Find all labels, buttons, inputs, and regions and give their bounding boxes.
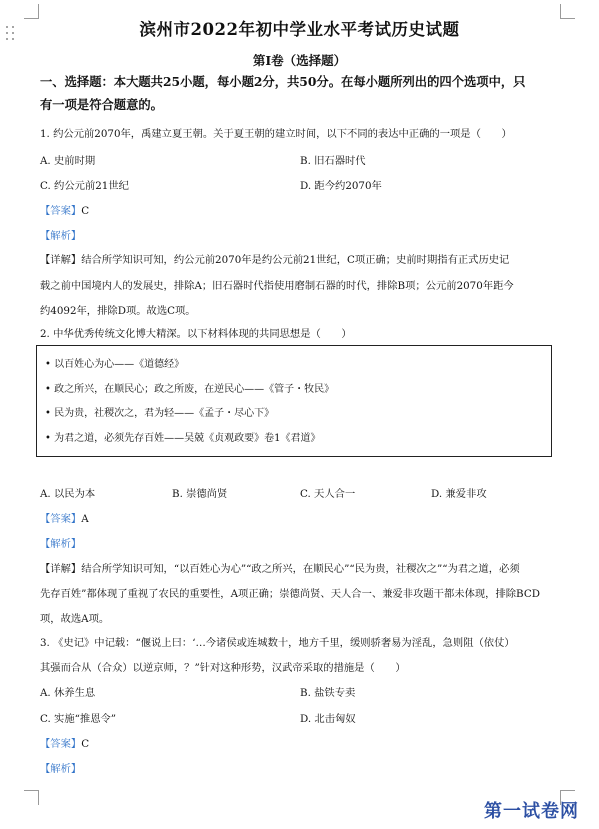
option-a: A. 史前时期	[40, 155, 96, 167]
question-stem: 其强而合从（合众）以逆京师，？”针对这种形势，汉武帝采取的措施是（ ）	[40, 662, 406, 674]
quote-line: • 为君之道，必须先存百姓——吴兢《贞观政要》卷1《君道》	[45, 433, 321, 444]
quote-line: • 政之所兴，在顺民心；政之所废，在逆民心——《管子・牧民》	[45, 384, 335, 395]
option-a: A. 以民为本	[40, 488, 96, 500]
option-a: A. 休养生息	[40, 687, 96, 699]
section-heading: 有一项是符合题意的。	[40, 97, 163, 112]
explanation-line: 先存百姓”都体现了重视了农民的重要性，A项正确；崇德尚贤、天人合一、兼爱非攻题干都未体现，排除BCD	[40, 588, 540, 600]
analysis-label: 【解析】	[40, 230, 82, 242]
site-watermark: 第一试卷网	[484, 801, 579, 822]
page-corner-mark	[24, 790, 39, 805]
detail-label: 【详解】	[40, 563, 82, 575]
analysis-label: 【解析】	[40, 763, 82, 775]
question-stem: 2. 中华优秀传统文化博大精深。以下材料体现的共同思想是（ ）	[40, 328, 352, 340]
document-title: 滨州市2022年初中学业水平考试历史试题	[139, 20, 460, 39]
answer-line	[40, 204, 89, 218]
detail-label: 【详解】	[40, 254, 82, 266]
option-d: D. 兼爱非攻	[431, 488, 487, 500]
quote-box	[36, 345, 552, 457]
quote-line: • 民为贵，社稷次之，君为轻——《孟子・尽心下》	[45, 408, 275, 419]
option-c: C. 约公元前21世纪	[40, 180, 129, 192]
document-subtitle: 第Ⅰ卷（选择题）	[252, 53, 347, 68]
analysis-label: 【解析】	[40, 538, 82, 550]
quote-line: • 以百姓心为心——《道德经》	[45, 359, 185, 370]
answer-value: A	[81, 513, 89, 525]
answer-label: 【答案】	[40, 513, 82, 525]
explanation-line: 【详解】结合所学知识可知，约公元前2070年是约公元前21世纪，C项正确；史前时期指有正式历史记	[40, 254, 510, 266]
section-heading: 一、选择题：本大题共25小题，每小题2分，共50分。在每小题所列出的四个选项中，只	[40, 74, 526, 89]
option-c: C. 天人合一	[300, 488, 356, 500]
explanation-line: 约4092年，排除D项。故选C项。	[40, 305, 196, 317]
question-stem: 3. 《史记》中记载：“偃说上曰：‘…今诸侯或连城数十，地方千里，缓则骄奢易为淫乱，急则阻（依仗）	[40, 637, 515, 649]
option-b: B. 崇德尚贤	[172, 488, 228, 500]
explanation-line: 项，故选A项。	[40, 613, 110, 625]
answer-value: C	[81, 738, 90, 750]
option-c: C. 实施“推恩令”	[40, 713, 117, 725]
option-d: D. 距今约2070年	[300, 180, 382, 192]
option-b: B. 旧石器时代	[300, 155, 366, 167]
answer-value: C	[81, 205, 90, 217]
answer-line	[40, 512, 89, 526]
answer-label: 【答案】	[40, 738, 82, 750]
question-stem: 1. 约公元前2070年，禹建立夏王朝。关于夏王朝的建立时间，以下不同的表达中正确的一项是（ ）	[40, 128, 512, 140]
explanation-line: 载之前中国境内人的发展史，排除A；旧石器时代指使用磨制石器的时代，排除B项；公元前2070年距今	[40, 280, 514, 292]
option-b: B. 盐铁专卖	[300, 687, 356, 699]
explanation-line: 【详解】结合所学知识可知，“以百姓心为心”“政之所兴，在顺民心”“民为贵，社稷次之”“为君之道，必须	[40, 563, 520, 575]
option-d: D. 北击匈奴	[300, 713, 356, 725]
answer-label: 【答案】	[40, 205, 82, 217]
answer-line	[40, 737, 89, 751]
